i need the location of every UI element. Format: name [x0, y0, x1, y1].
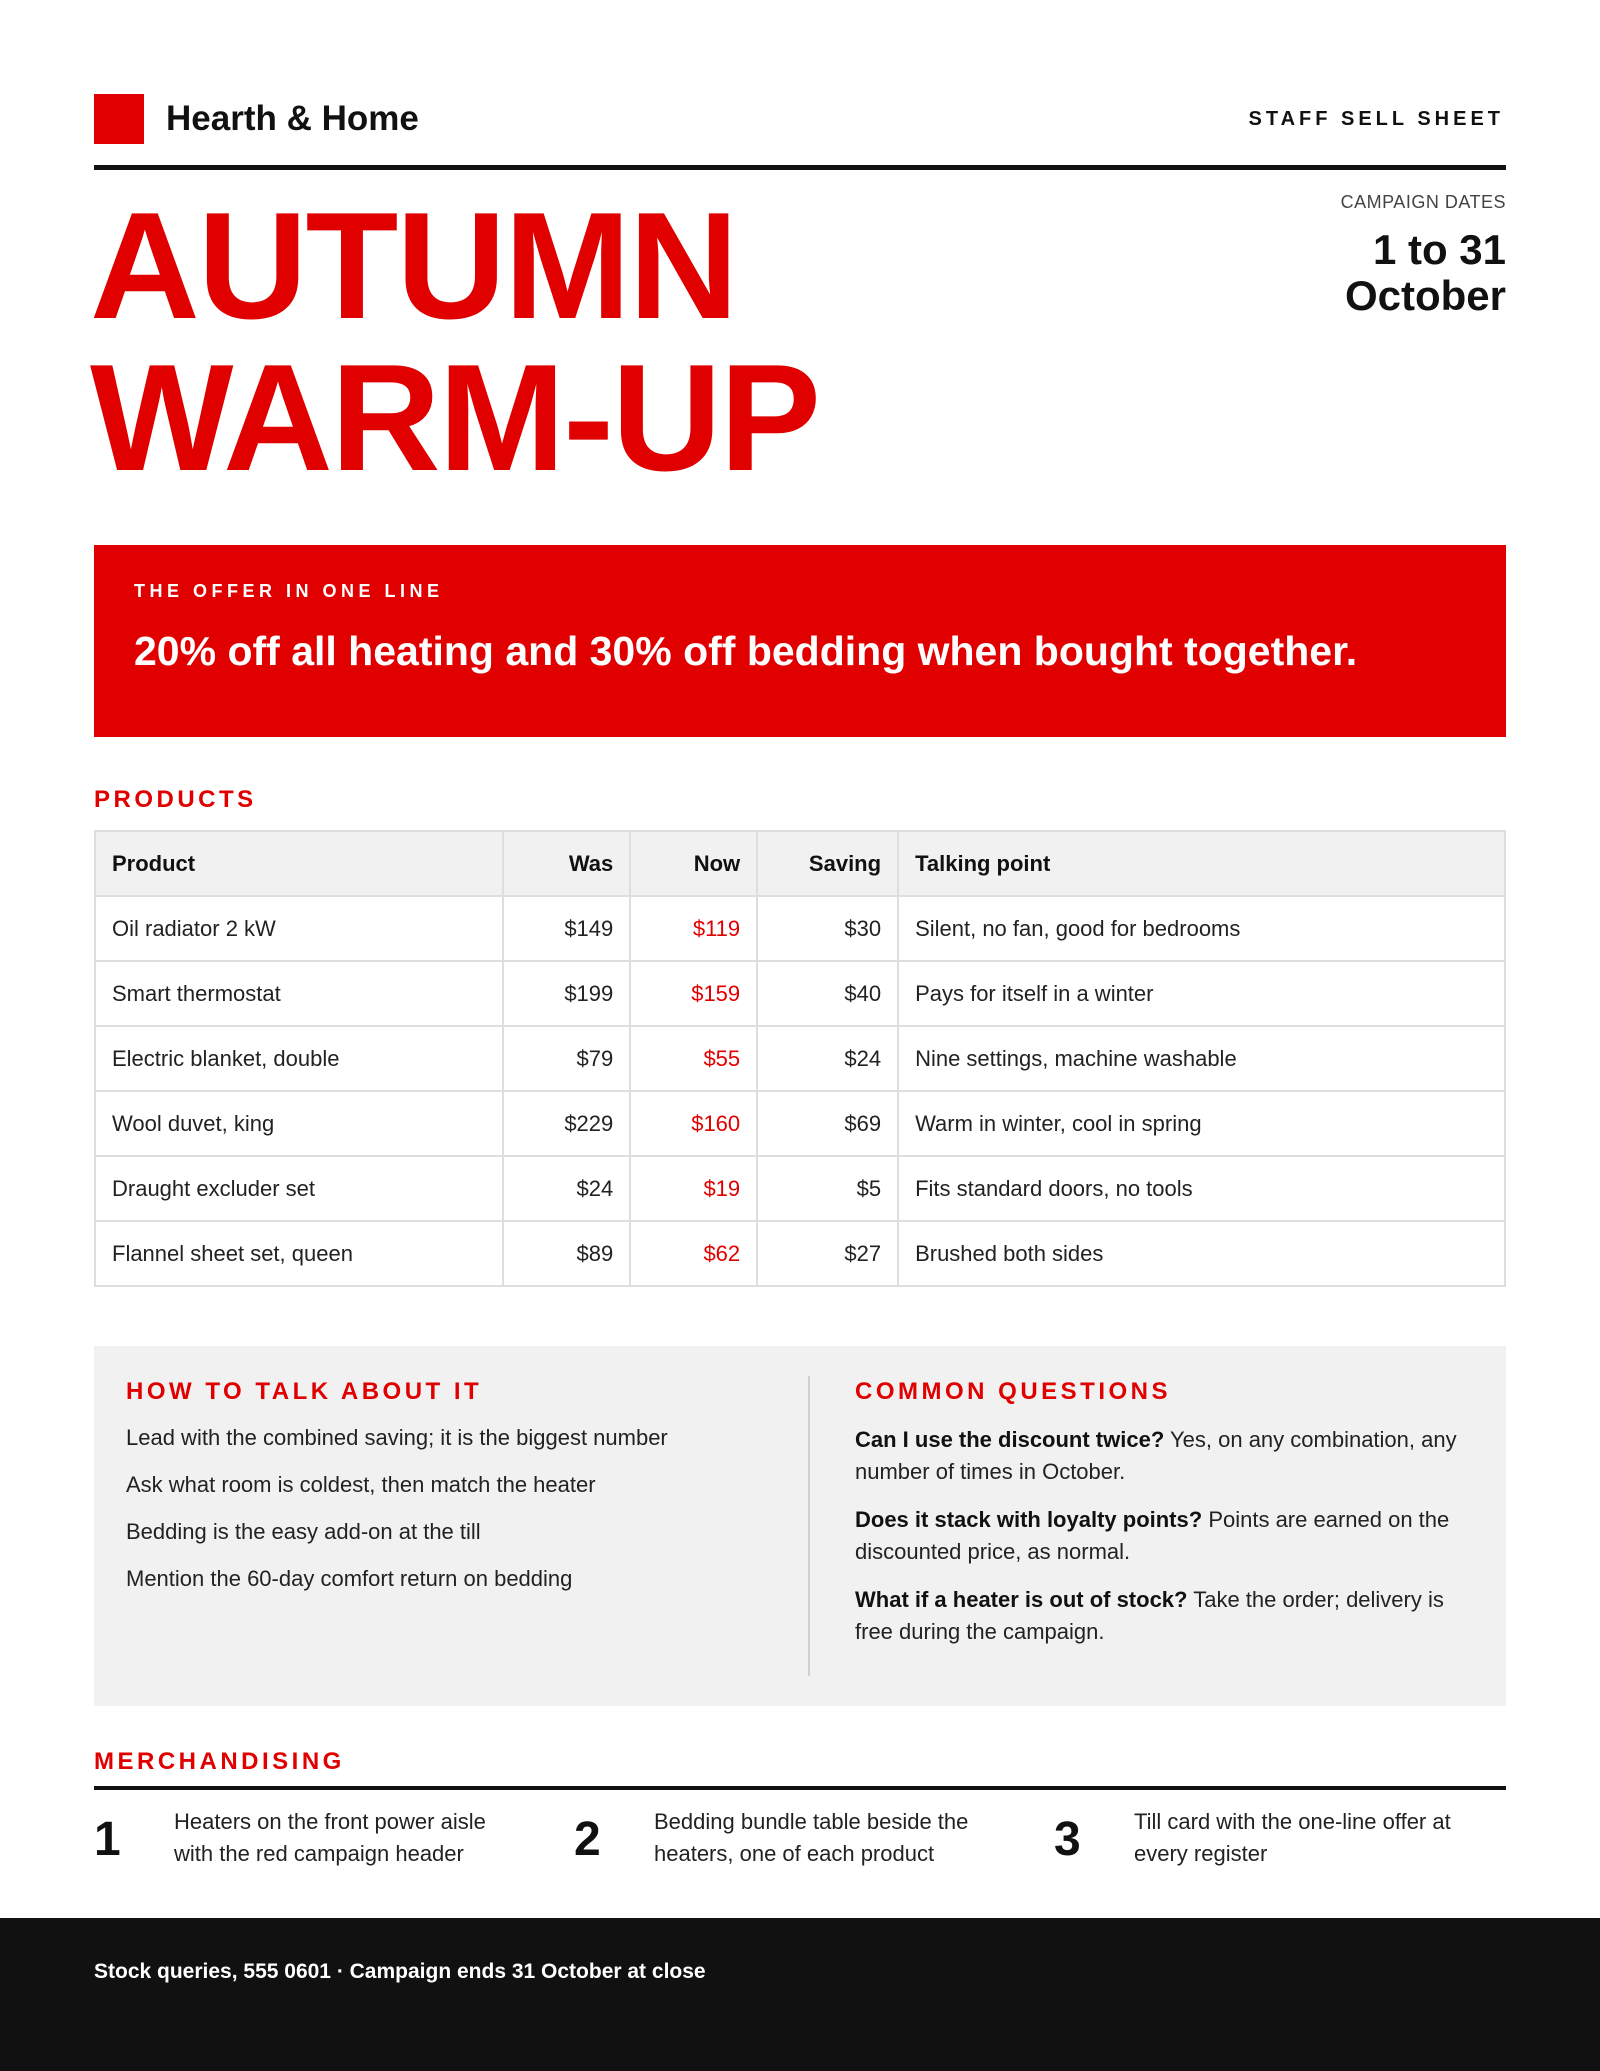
faq-question: Does it stack with loyalty points?: [855, 1507, 1203, 1532]
saving: $27: [757, 1221, 898, 1286]
faq-answer: Take the order; delivery is free during the campaign.: [855, 1587, 1444, 1644]
table-row: [95, 1221, 1505, 1286]
was-price: $79: [503, 1026, 630, 1091]
merch-step: [94, 1806, 514, 1870]
headline-line-2: WARM-UP: [90, 333, 820, 503]
talk-title: HOW TO TALK ABOUT IT: [126, 1378, 483, 1405]
table-row: [95, 1156, 1505, 1221]
product-name: Wool duvet, king: [95, 1091, 503, 1156]
merch-step-number: 2: [574, 1813, 601, 1866]
talking-point: Nine settings, machine washable: [898, 1026, 1505, 1091]
now-price: $62: [630, 1221, 757, 1286]
brand-logo-square: [94, 94, 144, 144]
campaign-dates-line-2: October: [1344, 272, 1506, 319]
talking-point: Fits standard doors, no tools: [898, 1156, 1505, 1221]
now-price: $119: [630, 896, 757, 961]
faq-item: [855, 1504, 1475, 1568]
saving: $40: [757, 961, 898, 1026]
campaign-dates-label: CAMPAIGN DATES: [1340, 192, 1506, 212]
product-name: Smart thermostat: [95, 961, 503, 1026]
talk-list: [126, 1424, 806, 1593]
product-name: Oil radiator 2 kW: [95, 896, 503, 961]
faq-answer: Points are earned on the discounted price, as normal.: [855, 1507, 1450, 1564]
table-row: [95, 1026, 1505, 1091]
column-header-saving: Saving: [757, 831, 898, 896]
merch-step-text: Till card with the one-line offer at every register: [1134, 1809, 1451, 1866]
talking-point: Pays for itself in a winter: [898, 961, 1505, 1026]
merch-step: [574, 1806, 994, 1870]
now-price: $19: [630, 1156, 757, 1221]
merch-step-text: Bedding bundle table beside the heaters, one of each product: [654, 1809, 969, 1866]
faq-item: [855, 1424, 1475, 1488]
faq-item: [855, 1584, 1475, 1648]
panel-divider: [808, 1376, 810, 1676]
talking-point: Silent, no fan, good for bedrooms: [898, 896, 1505, 961]
saving: $69: [757, 1091, 898, 1156]
list-item: Lead with the combined saving; it is the biggest number: [126, 1425, 668, 1450]
column-header-was: Was: [503, 831, 630, 896]
faq-section: [855, 1378, 1475, 1648]
campaign-headline: [90, 181, 820, 503]
guidance-panel: [94, 1346, 1506, 1706]
list-item: Mention the 60-day comfort return on bedding: [126, 1566, 573, 1591]
faq-question: What if a heater is out of stock?: [855, 1587, 1188, 1612]
footer-text: Stock queries, 555 0601 · Campaign ends 31 October at close: [94, 1960, 706, 1983]
was-price: $229: [503, 1091, 630, 1156]
offer-banner: [94, 545, 1506, 737]
saving: $24: [757, 1026, 898, 1091]
product-name: Electric blanket, double: [95, 1026, 503, 1091]
column-header-talking-point: Talking point: [898, 831, 1505, 896]
was-price: $149: [503, 896, 630, 961]
now-price: $159: [630, 961, 757, 1026]
product-name: Draught excluder set: [95, 1156, 503, 1221]
offer-label: THE OFFER IN ONE LINE: [134, 581, 444, 601]
campaign-dates-value: [1341, 227, 1506, 319]
talk-section: [126, 1378, 806, 1612]
products-title: PRODUCTS: [94, 786, 257, 813]
offer-text: 20% off all heating and 30% off bedding when bought together.: [134, 628, 1358, 674]
saving: $30: [757, 896, 898, 961]
document-type-label: STAFF SELL SHEET: [1248, 108, 1504, 130]
column-header-now: Now: [630, 831, 757, 896]
campaign-dates: [1341, 192, 1506, 319]
merchandising-title: MERCHANDISING: [94, 1748, 345, 1775]
faq-answer: Yes, on any combination, any number of times in October.: [855, 1427, 1457, 1484]
talking-point: Brushed both sides: [898, 1221, 1505, 1286]
footer-bar: [0, 1918, 1600, 2071]
list-item: Bedding is the easy add-on at the till: [126, 1519, 481, 1544]
was-price: $89: [503, 1221, 630, 1286]
campaign-dates-line-1: 1 to 31: [1372, 226, 1506, 273]
table-row: [95, 961, 1505, 1026]
brand: [94, 94, 419, 144]
column-header-product: Product: [95, 831, 503, 896]
merch-step-number: 1: [94, 1813, 121, 1866]
merchandising-divider: [94, 1786, 1506, 1790]
brand-name: Hearth & Home: [166, 99, 419, 138]
list-item: Ask what room is coldest, then match the heater: [126, 1472, 596, 1497]
table-header-row: [95, 831, 1505, 896]
talking-point: Warm in winter, cool in spring: [898, 1091, 1505, 1156]
merch-step: [1054, 1806, 1474, 1870]
now-price: $55: [630, 1026, 757, 1091]
merch-step-text: Heaters on the front power aisle with the red campaign header: [174, 1809, 486, 1866]
product-name: Flannel sheet set, queen: [95, 1221, 503, 1286]
saving: $5: [757, 1156, 898, 1221]
products-table: [94, 830, 1506, 1287]
table-row: [95, 1091, 1505, 1156]
merch-step-number: 3: [1054, 1813, 1081, 1866]
faq-title: COMMON QUESTIONS: [855, 1378, 1172, 1405]
now-price: $160: [630, 1091, 757, 1156]
was-price: $24: [503, 1156, 630, 1221]
header-divider: [94, 165, 1506, 170]
was-price: $199: [503, 961, 630, 1026]
table-row: [95, 896, 1505, 961]
faq-question: Can I use the discount twice?: [855, 1427, 1165, 1452]
headline-line-1: AUTUMN: [90, 181, 737, 351]
